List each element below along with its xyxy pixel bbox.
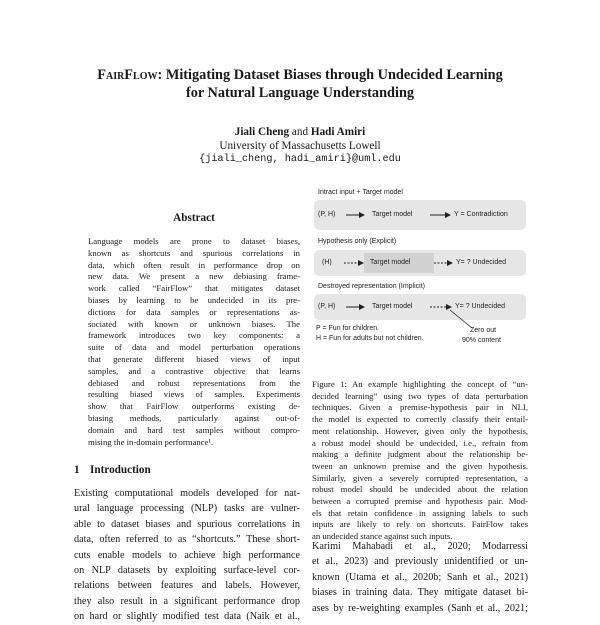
author-block: [0, 125, 600, 167]
hypothesis-note: H = Fun for adults but not children.: [316, 335, 424, 342]
body-line: ases by re-weighting examples (Sanh et al., 2021;: [312, 602, 528, 614]
intro-line: ural language processing (NLP) tasks are vulner-: [74, 503, 300, 515]
caption-line: an undecided stance against such inputs.: [312, 531, 453, 542]
paper-title: [0, 66, 600, 102]
author-conjunction: and: [291, 126, 309, 138]
caption-line: the model is expected to correctly classify their entail-: [312, 414, 528, 425]
intro-line: cuts enable models to achieve high performance: [74, 549, 300, 561]
abstract-line: sociated with known or unknown biases. The: [88, 318, 300, 329]
abstract-body: [88, 236, 300, 448]
introduction-body: [74, 486, 300, 625]
panel-1-output: Y = Contradiction: [454, 211, 508, 218]
abstract-line: work called “FairFlow” that mitigates dataset: [88, 283, 300, 294]
intro-line: relations between features and labels. However,: [74, 580, 300, 592]
body-line: Karimi Mahabadi et al., 2020; Modarressi: [312, 541, 528, 552]
author-emails[interactable]: {jiali_cheng, hadi_amiri}@uml.edu: [199, 154, 401, 165]
panel-2-output: Y= ? Undecided: [456, 259, 507, 266]
caption-line: decided learning” using two types of data perturbation: [312, 390, 528, 401]
intro-line: on hard or slightly modified test data (Naik et al.,: [74, 611, 300, 623]
panel-2-label: Hypothesis only (Explicit): [318, 238, 397, 245]
title-line-1: [0, 66, 600, 84]
caption-line: ment relationship. However, given only the hypothesis,: [312, 425, 528, 436]
abstract-line: biasing methods, particularly against out-of-: [88, 412, 300, 423]
panel-1-model: Target model: [372, 211, 413, 218]
panel-3-label: Destroyed representation (Implicit): [318, 283, 425, 290]
figure-1: [312, 186, 528, 376]
section-title: Introduction: [90, 464, 151, 476]
intro-line: Existing computational models developed for nat-: [74, 488, 300, 499]
abstract-line: known as shortcuts and spurious correlations in: [88, 247, 300, 258]
body-line: known (Utama et al., 2020b; Sanh et al., 2021): [312, 571, 528, 583]
title-line-2: for Natural Language Understanding: [185, 85, 415, 101]
caption-line: making a definite judgment about the relationship be-: [312, 449, 528, 460]
abstract-line: data, which often result in performance drop on: [88, 259, 300, 270]
panel-3-model: Target model: [372, 303, 413, 310]
abstract-line: new data. We present a new debiasing frame-: [88, 271, 300, 282]
abstract-line: debiased and robust representations from the: [88, 377, 300, 388]
abstract-line: suite of data and model perturbation operations: [88, 342, 300, 353]
panel-3-output: Y= ? Undecided: [455, 303, 506, 310]
premise-note: P = Fun for children.: [316, 325, 380, 332]
caption-line: between a corrupted premise and hypothesis pair. Mod-: [312, 496, 528, 507]
body-line: et al., 2023) and previously unidentified or un-: [312, 556, 528, 568]
zero-out-label: Zero out: [470, 327, 497, 334]
panel-3-input: (P, H): [318, 303, 336, 310]
intro-line: able to dataset biases and spurious correlations in: [74, 518, 300, 530]
panel-2-input: (H): [322, 259, 332, 266]
abstract-line: dictions for data samples or representations as-: [88, 306, 300, 317]
section-heading: [74, 464, 151, 476]
zero-out-percent: 90% content: [462, 337, 501, 344]
abstract-line: framework introduces two key components: a: [88, 330, 300, 341]
body-line: biases in training data. They mitigate dataset bi-: [312, 587, 528, 599]
caption-line: robust model should be undecided about the relation: [312, 484, 528, 495]
intro-line: they also result in a significant performance drop: [74, 595, 300, 607]
abstract-line: biases by learning to be undecided in its pre-: [88, 294, 300, 305]
author-2: Hadi Amiri: [310, 126, 366, 138]
abstract-line: samples, and a contrastive objective that learns: [88, 365, 300, 376]
caption-line: a robust model should be undecided, i.e., refrain from: [312, 437, 528, 448]
panel-1-input: (P, H): [318, 211, 336, 218]
title-framework-name: FairFlow: [97, 67, 158, 83]
caption-line: techniques. Given a premise-hypothesis pair in NLI,: [312, 402, 528, 413]
figure-1-caption: [312, 379, 528, 543]
title-line-1-rest: : Mitigating Dataset Biases through Undecided Learning: [157, 67, 503, 83]
caption-line: Similarly, given a severely corrupted representation, a: [312, 472, 528, 483]
abstract-line: Language models are prone to dataset biases,: [88, 236, 300, 246]
abstract-heading: Abstract: [173, 212, 215, 224]
caption-line: els that retain confidence in assigning labels to such: [312, 507, 528, 518]
author-1: Jiali Cheng: [234, 126, 290, 138]
abstract-line: show that FairFlow outperforms existing de-: [88, 401, 300, 412]
caption-line: inputs are likely to rely on shortcuts. FairFlow takes: [312, 519, 528, 530]
affiliation: University of Massachusetts Lowell: [219, 140, 381, 152]
abstract-line: resulting biased views of samples. Experiments: [88, 389, 300, 400]
intro-line: on NLP datasets by exploiting surface-level cor-: [74, 565, 300, 577]
right-column-body: [312, 539, 528, 616]
abstract-line: domain and hard test samples without compro-: [88, 424, 300, 435]
section-number: 1: [74, 464, 80, 476]
panel-1-label: Intract input + Target model: [318, 189, 403, 196]
abstract-line: mising the in-domain performance¹.: [88, 436, 214, 447]
abstract-line: that generate different biased views of input: [88, 353, 300, 364]
author-names: [0, 125, 600, 139]
caption-line: tween an unknown premise and the given hypothesis.: [312, 460, 528, 471]
intro-line: data, often referred to as “shortcuts.” These short-: [74, 534, 300, 546]
caption-line: Figure 1: An example highlighting the concept of “un-: [312, 379, 528, 389]
panel-2-model: Target model: [370, 259, 411, 266]
